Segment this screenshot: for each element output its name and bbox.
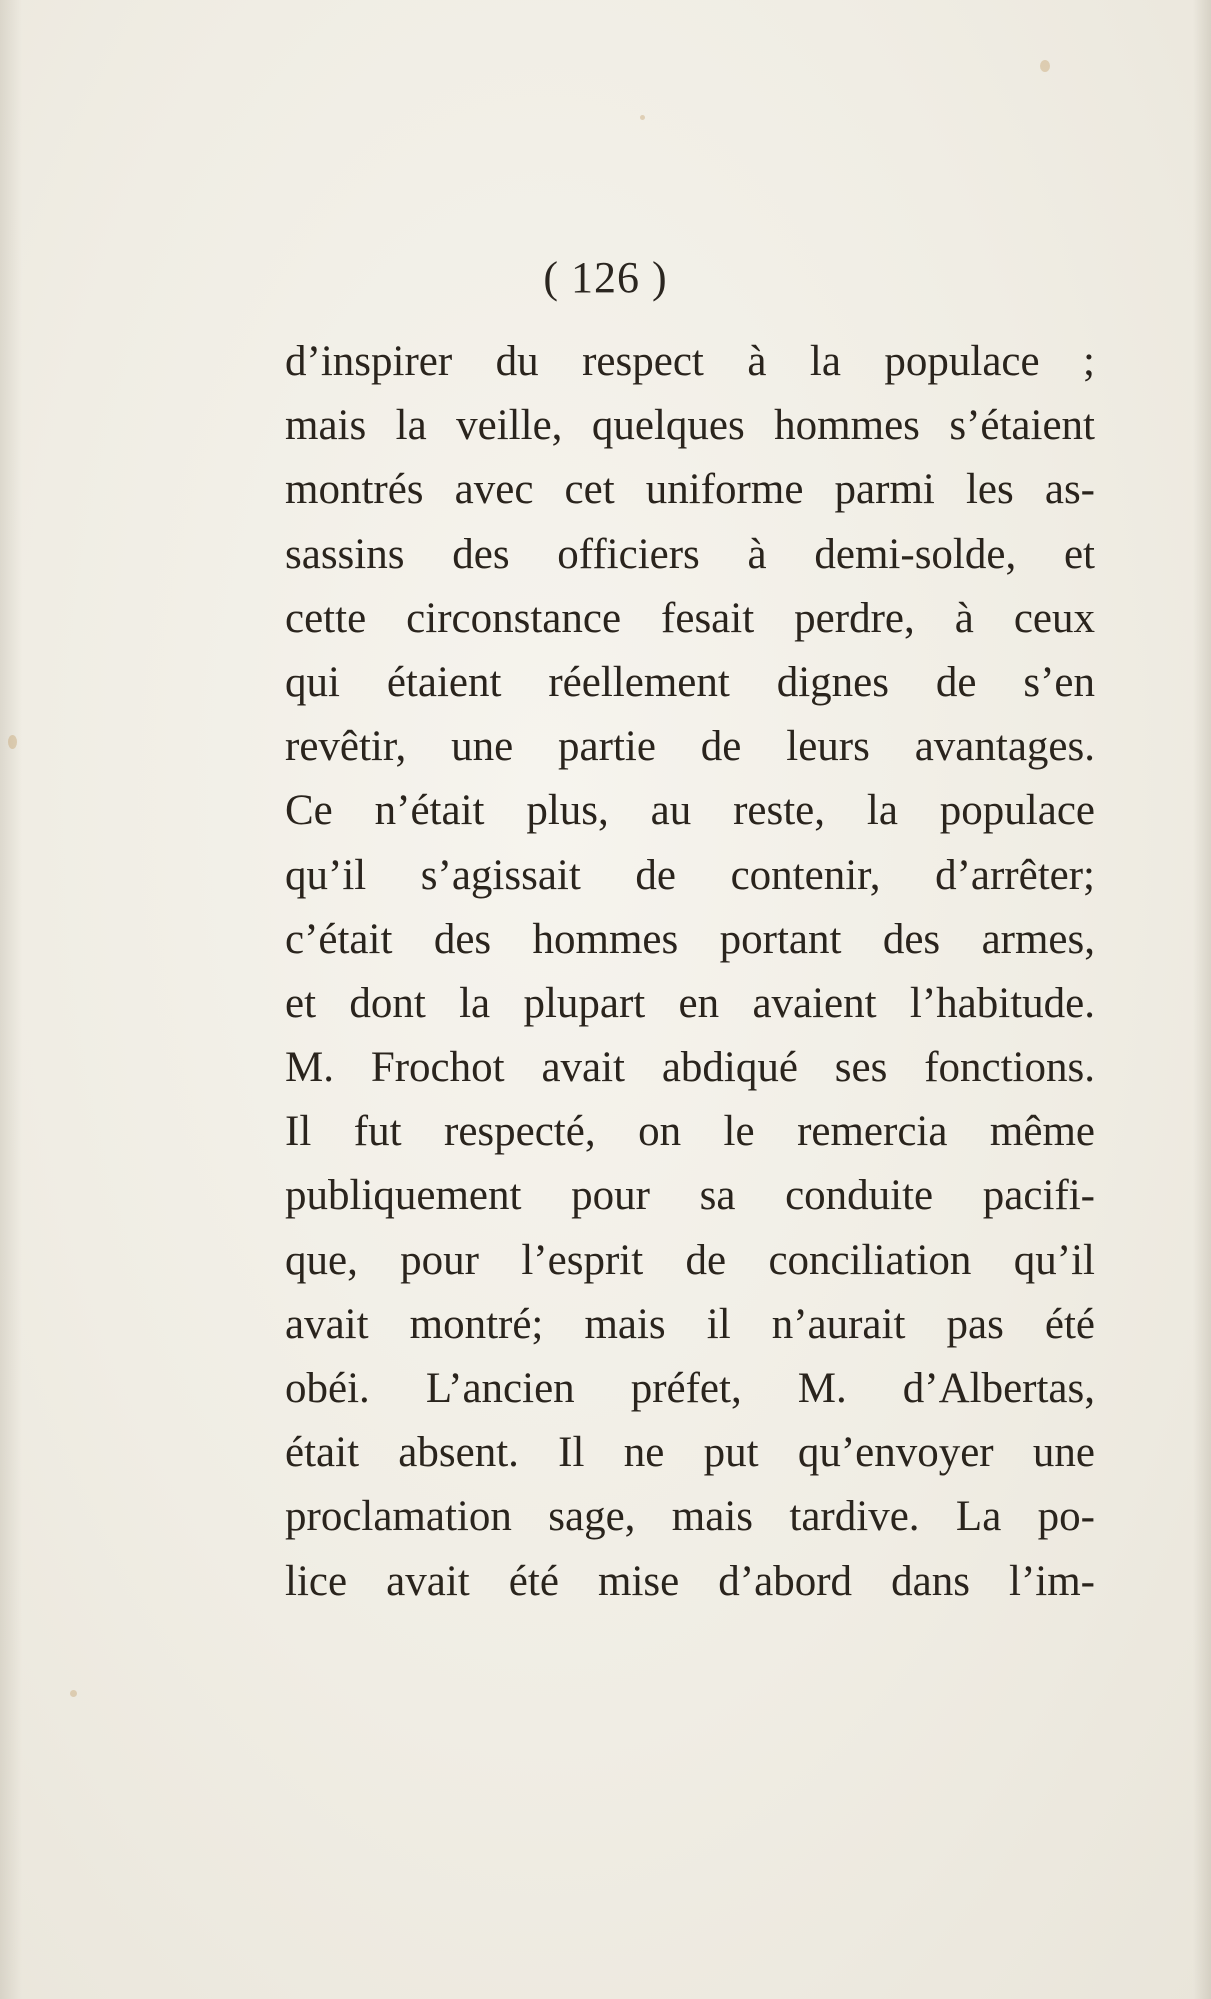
text-line: revêtir, une partie de leurs avantages. [285, 723, 1095, 771]
text-line: lice avait été mise d’abord dans l’im- [285, 1557, 1095, 1605]
foxing-spot [70, 1690, 77, 1697]
text-line: d’inspirer du respect à la populace ; [285, 338, 1095, 385]
text-line: que, pour l’esprit de conciliation qu’il [285, 1236, 1095, 1284]
page-number: ( 126 ) [543, 253, 668, 302]
text-line: avait montré; mais il n’aurait pas été [285, 1300, 1095, 1348]
text-line: et dont la plupart en avaient l’habitude. [285, 979, 1095, 1027]
text-line: qui étaient réellement dignes de s’en [285, 658, 1095, 706]
foxing-spot [640, 115, 645, 120]
foxing-spot [1040, 60, 1050, 72]
text-line: Il fut respecté, on le remercia même [285, 1108, 1095, 1156]
text-line: était absent. Il ne put qu’envoyer une [285, 1429, 1095, 1477]
body-text [285, 330, 1095, 1614]
text-line: proclamation sage, mais tardive. La po- [285, 1493, 1095, 1541]
text-line: c’était des hommes portant des armes, [285, 915, 1095, 963]
text-line: mais la veille, quelques hommes s’étaient [285, 402, 1095, 450]
text-line: sassins des officiers à demi-solde, et [285, 530, 1095, 578]
text-line: qu’il s’agissait de contenir, d’arrêter; [285, 851, 1095, 899]
text-line: M. Frochot avait abdiqué ses fonctions. [285, 1044, 1095, 1092]
text-line: Ce n’était plus, au reste, la populace [285, 787, 1095, 835]
text-line: cette circonstance fesait perdre, à ceux [285, 594, 1095, 642]
foxing-spot [8, 735, 17, 749]
text-line: obéi. L’ancien préfet, M. d’Albertas, [285, 1365, 1095, 1412]
text-line: montrés avec cet uniforme parmi les as- [285, 466, 1095, 514]
text-line: publiquement pour sa conduite pacifi- [285, 1172, 1095, 1220]
